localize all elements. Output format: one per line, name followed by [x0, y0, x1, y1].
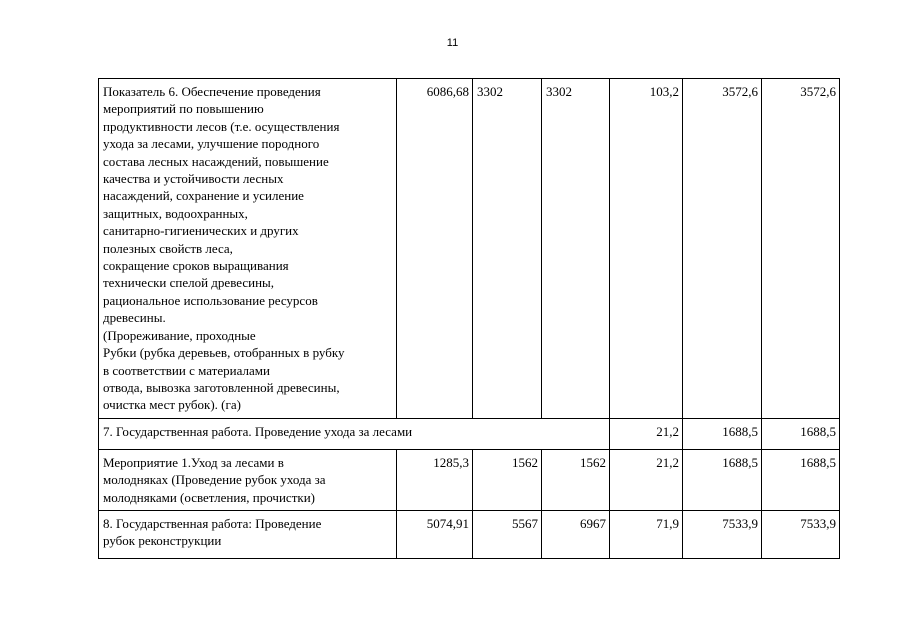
table-cell: 3302: [542, 79, 610, 419]
table-cell: 6086,68: [397, 79, 473, 419]
table-cell: 7533,9: [762, 511, 840, 559]
table-cell: 1562: [542, 450, 610, 511]
row-description: 7. Государственная работа. Проведение ухода за лесами: [99, 419, 610, 450]
table-cell: 7533,9: [683, 511, 762, 559]
table-cell: 71,9: [610, 511, 683, 559]
table-row: [99, 419, 840, 450]
table-cell: 5567: [473, 511, 542, 559]
table-cell: 5074,91: [397, 511, 473, 559]
table-cell: 1688,5: [683, 450, 762, 511]
table-cell: 3572,6: [683, 79, 762, 419]
table-cell: 1688,5: [762, 419, 840, 450]
table-cell: 1688,5: [762, 450, 840, 511]
table-row: [99, 511, 840, 559]
table-cell: 1562: [473, 450, 542, 511]
table-cell: 1688,5: [683, 419, 762, 450]
data-table: [98, 78, 840, 559]
row-description: Показатель 6. Обеспечение проведения мероприятий по повышению продуктивности лесов (т.е. осуществления ухода за лесами, улучшение породного состава лесных насаждений, повышение качества и устойчивости лесных насаждений, сохранение и усиление защитных, водоохранных, санитарно-гигиенических и других полезных свойств леса, сокращение сроков выращивания технически спелой древесины, рациональное использование ресурсов древесины. (Прореживание, проходные Рубки (рубка деревьев, отобранных в рубку в соответствии с материалами отвода, вывозка заготовленной древесины, очистка мест рубок). (га): [99, 79, 397, 419]
page-number: 11: [446, 37, 459, 49]
table-cell: 3302: [473, 79, 542, 419]
table-row: [99, 79, 840, 419]
table-cell: 1285,3: [397, 450, 473, 511]
table-cell: 3572,6: [762, 79, 840, 419]
table-cell: 6967: [542, 511, 610, 559]
table-cell: 103,2: [610, 79, 683, 419]
row-description: Мероприятие 1.Уход за лесами в молодняках (Проведение рубок ухода за молодняками (осветления, прочистки): [99, 450, 397, 511]
table-row: [99, 450, 840, 511]
table-cell: 21,2: [610, 450, 683, 511]
table-cell: 21,2: [610, 419, 683, 450]
row-description: 8. Государственная работа: Проведение рубок реконструкции: [99, 511, 397, 559]
